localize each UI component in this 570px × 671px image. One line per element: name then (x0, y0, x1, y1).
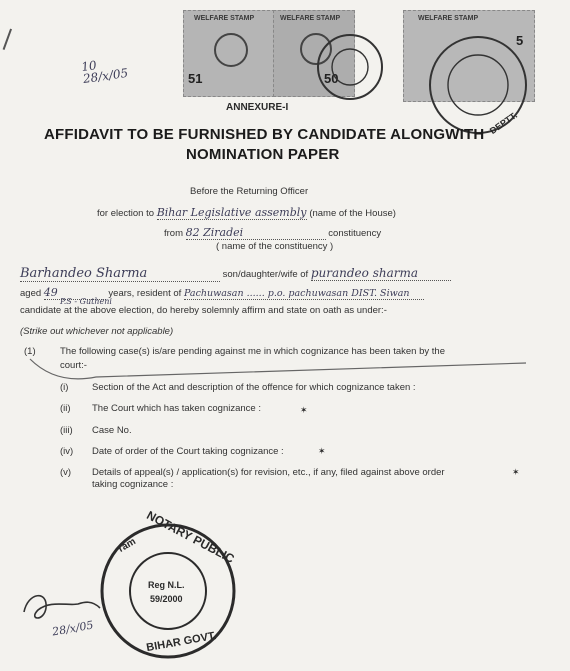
strike-out-note: (Strike out whichever not applicable) (20, 326, 174, 337)
resident-value: Pachuwasan ...... p.o. pachuwasan DIST. Siwan (184, 288, 424, 300)
election-line (97, 206, 396, 220)
election-handwritten: Bihar Legislative assembly (156, 206, 307, 219)
item-number: (iv) (60, 446, 74, 457)
notary-ring-bottom: BIHAR GOVT. (145, 629, 218, 655)
from-prefix: from (164, 228, 183, 239)
declaration-text: candidate at the above election, do hereby solemnly affirm and state on oath as under:- (20, 305, 387, 316)
item-number: (v) (60, 467, 72, 478)
item-number: (i) (60, 382, 69, 393)
stamp-label: WELFARE STAMP (194, 15, 255, 22)
item-text: Date of order of the Court taking cognizance : (92, 446, 284, 457)
son-of-label: son/daughter/wife of (222, 269, 309, 280)
notary-ring-top: NOTARY PUBLIC (144, 508, 237, 566)
pen-mark (3, 29, 22, 54)
stamp-value: 50 (324, 71, 339, 86)
age-value: 49 (44, 286, 106, 300)
stamp-label: WELFARE STAMP (418, 15, 479, 22)
tick-mark-icon: ✶ (300, 405, 308, 415)
item-text: Case No. (92, 425, 132, 436)
election-suffix: (name of the House) (309, 208, 396, 219)
constituency-label: ( name of the constituency ) (216, 241, 334, 252)
before-officer: Before the Returning Officer (190, 186, 309, 197)
police-station-note: P.S - Gutheni (60, 297, 112, 306)
item-text: Details of appeal(s) / application(s) for revision, etc., if any, filed against above order (92, 467, 445, 478)
welfare-stamp-1 (183, 10, 275, 97)
from-line (164, 226, 381, 240)
stamp-value: 5 (516, 33, 524, 48)
notary-ring-left: ram (116, 536, 138, 555)
election-prefix: for election to (97, 208, 155, 219)
resident-label: years, resident of (108, 288, 182, 299)
item-text: The Court which has taken cognizance : (92, 403, 261, 414)
candidate-name: Barhandeo Sharma (20, 266, 220, 282)
clause-number: (1) (24, 346, 36, 357)
tick-mark-icon: ✶ (512, 467, 520, 477)
father-name: purandeo sharma (311, 266, 451, 281)
notary-reg-label: Reg N.L. (148, 580, 185, 590)
aged-label: aged (20, 288, 42, 299)
item-text: Section of the Act and description of the offence for which cognizance taken : (92, 382, 416, 393)
postmark-text: DEPTT. (487, 110, 520, 136)
postmark-icon (315, 22, 385, 112)
notary-reg-number: 59/2000 (150, 594, 183, 604)
clause-text: The following case(s) is/are pending against me in which cognizance has been taken by the (60, 346, 445, 357)
signature-date: 28/x/05 (51, 618, 95, 639)
name-line (20, 266, 451, 282)
stamp-label: WELFARE STAMP (280, 15, 341, 22)
annexure-label: ANNEXURE-I (226, 102, 289, 113)
item-number: (ii) (60, 403, 71, 414)
postmark-icon (420, 30, 540, 140)
item-text-cont: taking cognizance : (92, 479, 174, 490)
item-number: (iii) (60, 425, 73, 436)
document-subtitle: NOMINATION PAPER (186, 146, 340, 163)
stamp-value: 51 (188, 71, 203, 86)
handwritten-date: 10 28/x/05 (80, 58, 129, 87)
stamp-emblem-icon (214, 33, 248, 67)
clause-text-cont: court:- (60, 360, 87, 371)
document-title: AFFIDAVIT TO BE FURNISHED BY CANDIDATE ALONGWITH (44, 126, 485, 143)
from-suffix: constituency (328, 228, 382, 239)
tick-mark-icon: ✶ (318, 446, 326, 456)
from-handwritten: 82 Ziradei (186, 226, 326, 240)
